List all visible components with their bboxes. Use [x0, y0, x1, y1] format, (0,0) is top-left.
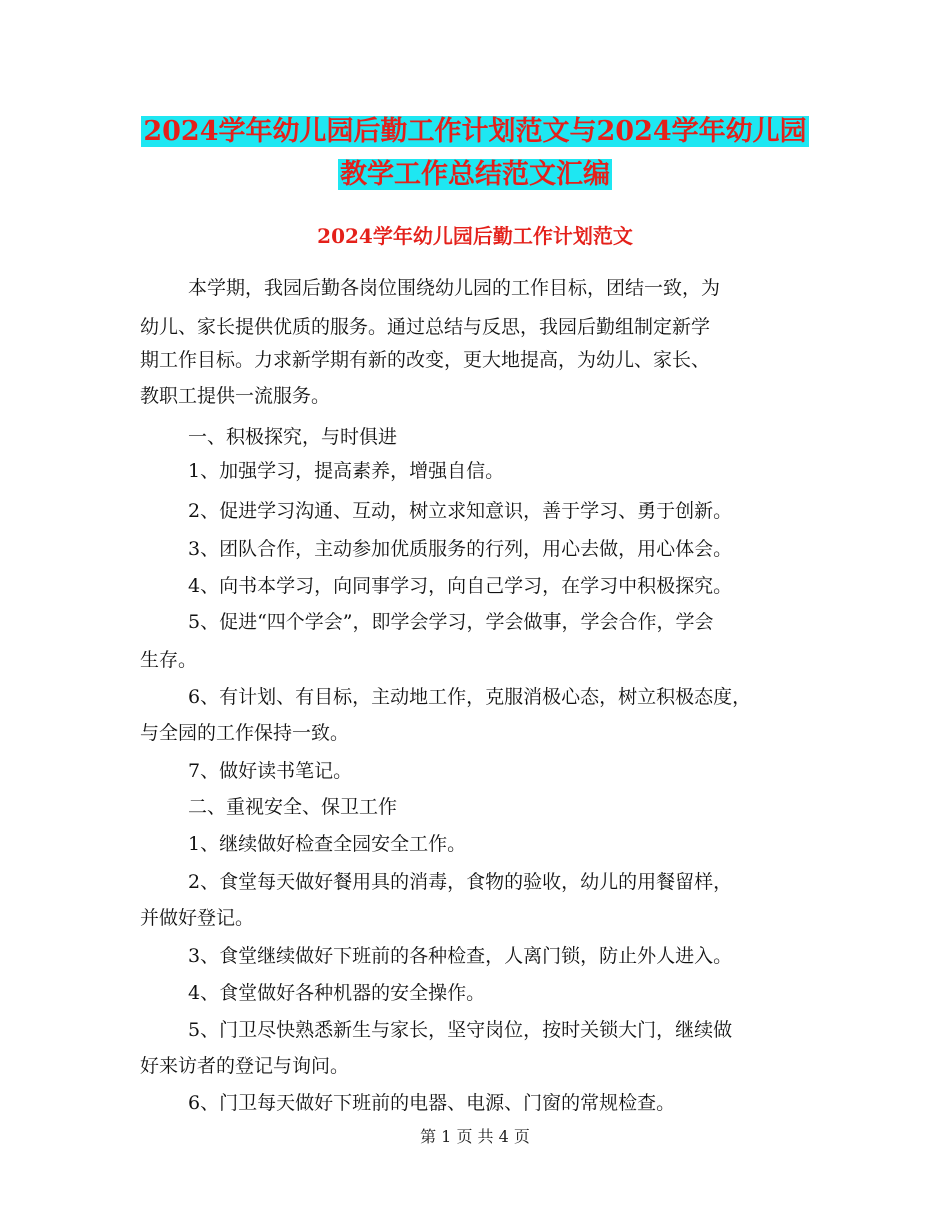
paragraph-line: 5、门卫尽快熟悉新生与家长，坚守岗位，按时关锁大门，继续做	[188, 1019, 733, 1041]
paragraph-line: 期工作目标。力求新学期有新的改变，更大地提高，为幼儿、家长、	[140, 349, 711, 371]
paragraph-line: 好来访者的登记与询问。	[140, 1055, 350, 1077]
paragraph-line: 1、加强学习，提高素养，增强自信。	[188, 460, 505, 482]
paragraph-line: 3、团队合作，主动参加优质服务的行列，用心去做，用心体会。	[188, 538, 733, 560]
paragraph-line: 生存。	[140, 649, 198, 671]
paragraph-line: 4、食堂做好各种机器的安全操作。	[188, 982, 486, 1004]
paragraph-line: 6、门卫每天做好下班前的电器、电源、门窗的常规检查。	[188, 1092, 676, 1114]
document-title-text-2: 教学工作总结范文汇编	[340, 159, 610, 190]
document-title-line-2	[0, 158, 950, 192]
paragraph-line: 3、食堂继续做好下班前的各种检查，人离门锁，防止外人进入。	[188, 945, 733, 967]
section-heading: 2024学年幼儿园后勤工作计划范文	[317, 224, 633, 248]
page-footer: 第 1 页 共 4 页	[420, 1127, 530, 1146]
paragraph-line: 本学期，我园后勤各岗位围绕幼儿园的工作目标，团结一致，为	[188, 277, 721, 299]
paragraph-line: 二、重视安全、保卫工作	[188, 796, 398, 818]
paragraph-line: 7、做好读书笔记。	[188, 760, 353, 782]
paragraph-line: 一、积极探究，与时俱进	[188, 426, 398, 448]
paragraph-line: 2、食堂每天做好餐用具的消毒，食物的验收，幼儿的用餐留样，	[188, 871, 733, 893]
paragraph-line: 1、继续做好检查全园安全工作。	[188, 833, 467, 855]
paragraph-line: 与全园的工作保持一致。	[140, 722, 350, 744]
document-title-text-1: 2024学年幼儿园后勤工作计划范文与2024学年幼儿园	[143, 116, 807, 147]
paragraph-line: 幼儿、家长提供优质的服务。通过总结与反思，我园后勤组制定新学	[140, 316, 711, 338]
paragraph-line: 2、促进学习沟通、互动，树立求知意识，善于学习、勇于创新。	[188, 500, 733, 522]
paragraph-line: 6、有计划、有目标，主动地工作，克服消极心态，树立积极态度，	[188, 686, 752, 708]
paragraph-line: 5、促进“四个学会”，即学会学习，学会做事，学会合作，学会	[188, 611, 714, 633]
document-title-line-1	[0, 115, 950, 149]
paragraph-line: 教职工提供一流服务。	[140, 385, 331, 407]
paragraph-line: 并做好登记。	[140, 907, 255, 929]
paragraph-line: 4、向书本学习，向同事学习，向自己学习，在学习中积极探究。	[188, 575, 733, 597]
